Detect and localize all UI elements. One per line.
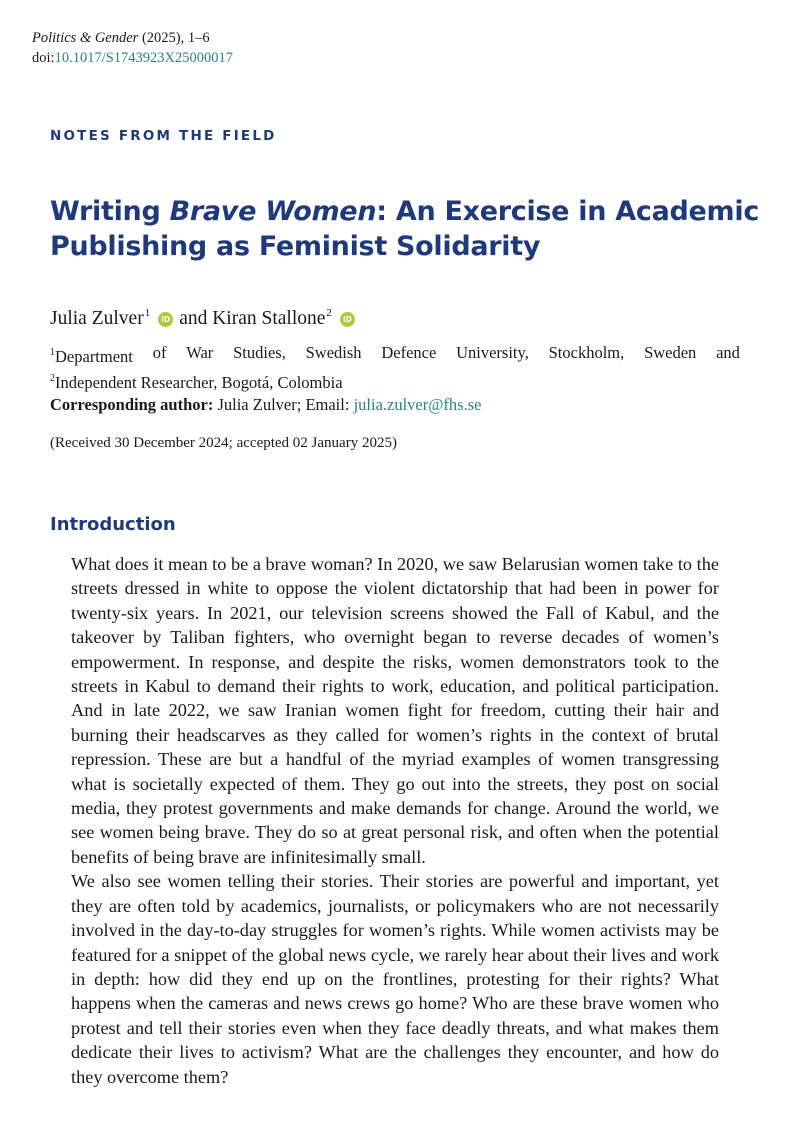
author-affiliation-mark: 1 xyxy=(144,307,151,319)
received-dates: (Received 30 December 2024; accepted 02 January 2025) xyxy=(50,435,397,451)
article-title xyxy=(50,194,770,264)
title-part-1: Writing xyxy=(50,196,170,227)
author-name: Kiran Stallone xyxy=(212,308,326,329)
author-list xyxy=(50,300,361,332)
paragraph: We also see women telling their stories. Their stories are powerful and important, yet they are often told by academics, journalists, or policymakers who are not necessarily involved in the day-to-day struggles for women’s rights. While women activists may be featured for a snippet of the global news cycle, we rarely hear about their lives and work in depth: how did they end up on the frontlines, protesting for their rights? What happens when the cameras and news crews go home? Who are these brave women who protest and tell their stories even when they face deadly threats, and what makes them dedicate their lives to activism? What are the challenges they encounter, and how do they overcome them? xyxy=(71,871,719,1087)
doi-label: doi: xyxy=(32,50,55,66)
section-heading: Introduction xyxy=(50,514,176,535)
introduction-body xyxy=(71,552,719,1089)
section-tag: NOTES FROM THE FIELD xyxy=(50,128,277,144)
journal-name: Politics & Gender xyxy=(32,30,139,46)
affiliation-mark: 2 xyxy=(50,373,55,384)
affiliation-line-2 xyxy=(50,368,740,394)
affiliation-word: War xyxy=(186,343,214,362)
email-link[interactable]: julia.zulver@fhs.se xyxy=(353,395,482,414)
affiliation-word: Swedish xyxy=(305,343,362,362)
affiliation-word: Stockholm, xyxy=(548,343,625,362)
affiliation-mark: 1 xyxy=(50,347,55,358)
affiliation-word: $^1$Department xyxy=(50,347,133,366)
corresponding-label: Corresponding author: xyxy=(50,395,214,414)
title-italic: Brave Women xyxy=(169,196,377,227)
orcid-icon[interactable]: iD xyxy=(340,312,355,327)
orcid-icon[interactable]: iD xyxy=(158,312,173,327)
author-affiliation-mark: 2 xyxy=(326,307,332,319)
affiliations xyxy=(50,342,740,416)
corresponding-text: Julia Zulver; Email: xyxy=(213,395,354,414)
affiliation-word: University, xyxy=(456,343,529,362)
affiliation-word: Sweden xyxy=(644,343,697,362)
affiliation-word: Studies, xyxy=(233,343,286,362)
affiliation-text: Independent Researcher, Bogotá, Colombia xyxy=(55,373,343,392)
corresponding-author xyxy=(50,394,740,416)
title-part-2: : An Exercise in Academic Publishing as Feminist Solidarity xyxy=(50,196,760,262)
paragraph: What does it mean to be a brave woman? In 2020, we saw Belarusian women take to the streets dressed in white to oppose the violent dictatorship that had been in power for twenty-six years. In 2021, our television screens showed the Fall of Kabul, and the takeover by Taliban fighters, who overnight began to reverse decades of women’s empowerment. In response, and despite the risks, women demonstrators took to the streets in Kabul to demand their rights to work, education, and political participation. And in late 2022, we saw Iranian women fight for freedom, cutting their hair and burning their headscarves as they called for women’s rights in the context of brutal repression. These are but a handful of the myriad examples of women transgressing what is societally expected of them. They go out into the streets, they post on social media, they protest governments and make demands for change. Around the world, we see women being brave. They do so at great personal risk, and often when the potential benefits of being brave are infinitesimally small. xyxy=(71,554,719,867)
doi-link[interactable]: 10.1017/S1743923X25000017 xyxy=(54,50,234,66)
affiliation-word: and xyxy=(716,343,740,362)
journal-year-pages: (2025), 1–6 xyxy=(138,30,210,46)
affiliation-line-1 xyxy=(50,342,740,368)
affiliation-word: Defence xyxy=(381,343,437,362)
authors-joiner: and xyxy=(179,308,213,329)
author-name: Julia Zulver xyxy=(50,308,144,329)
affiliation-word: of xyxy=(152,343,167,362)
journal-citation xyxy=(32,28,233,68)
